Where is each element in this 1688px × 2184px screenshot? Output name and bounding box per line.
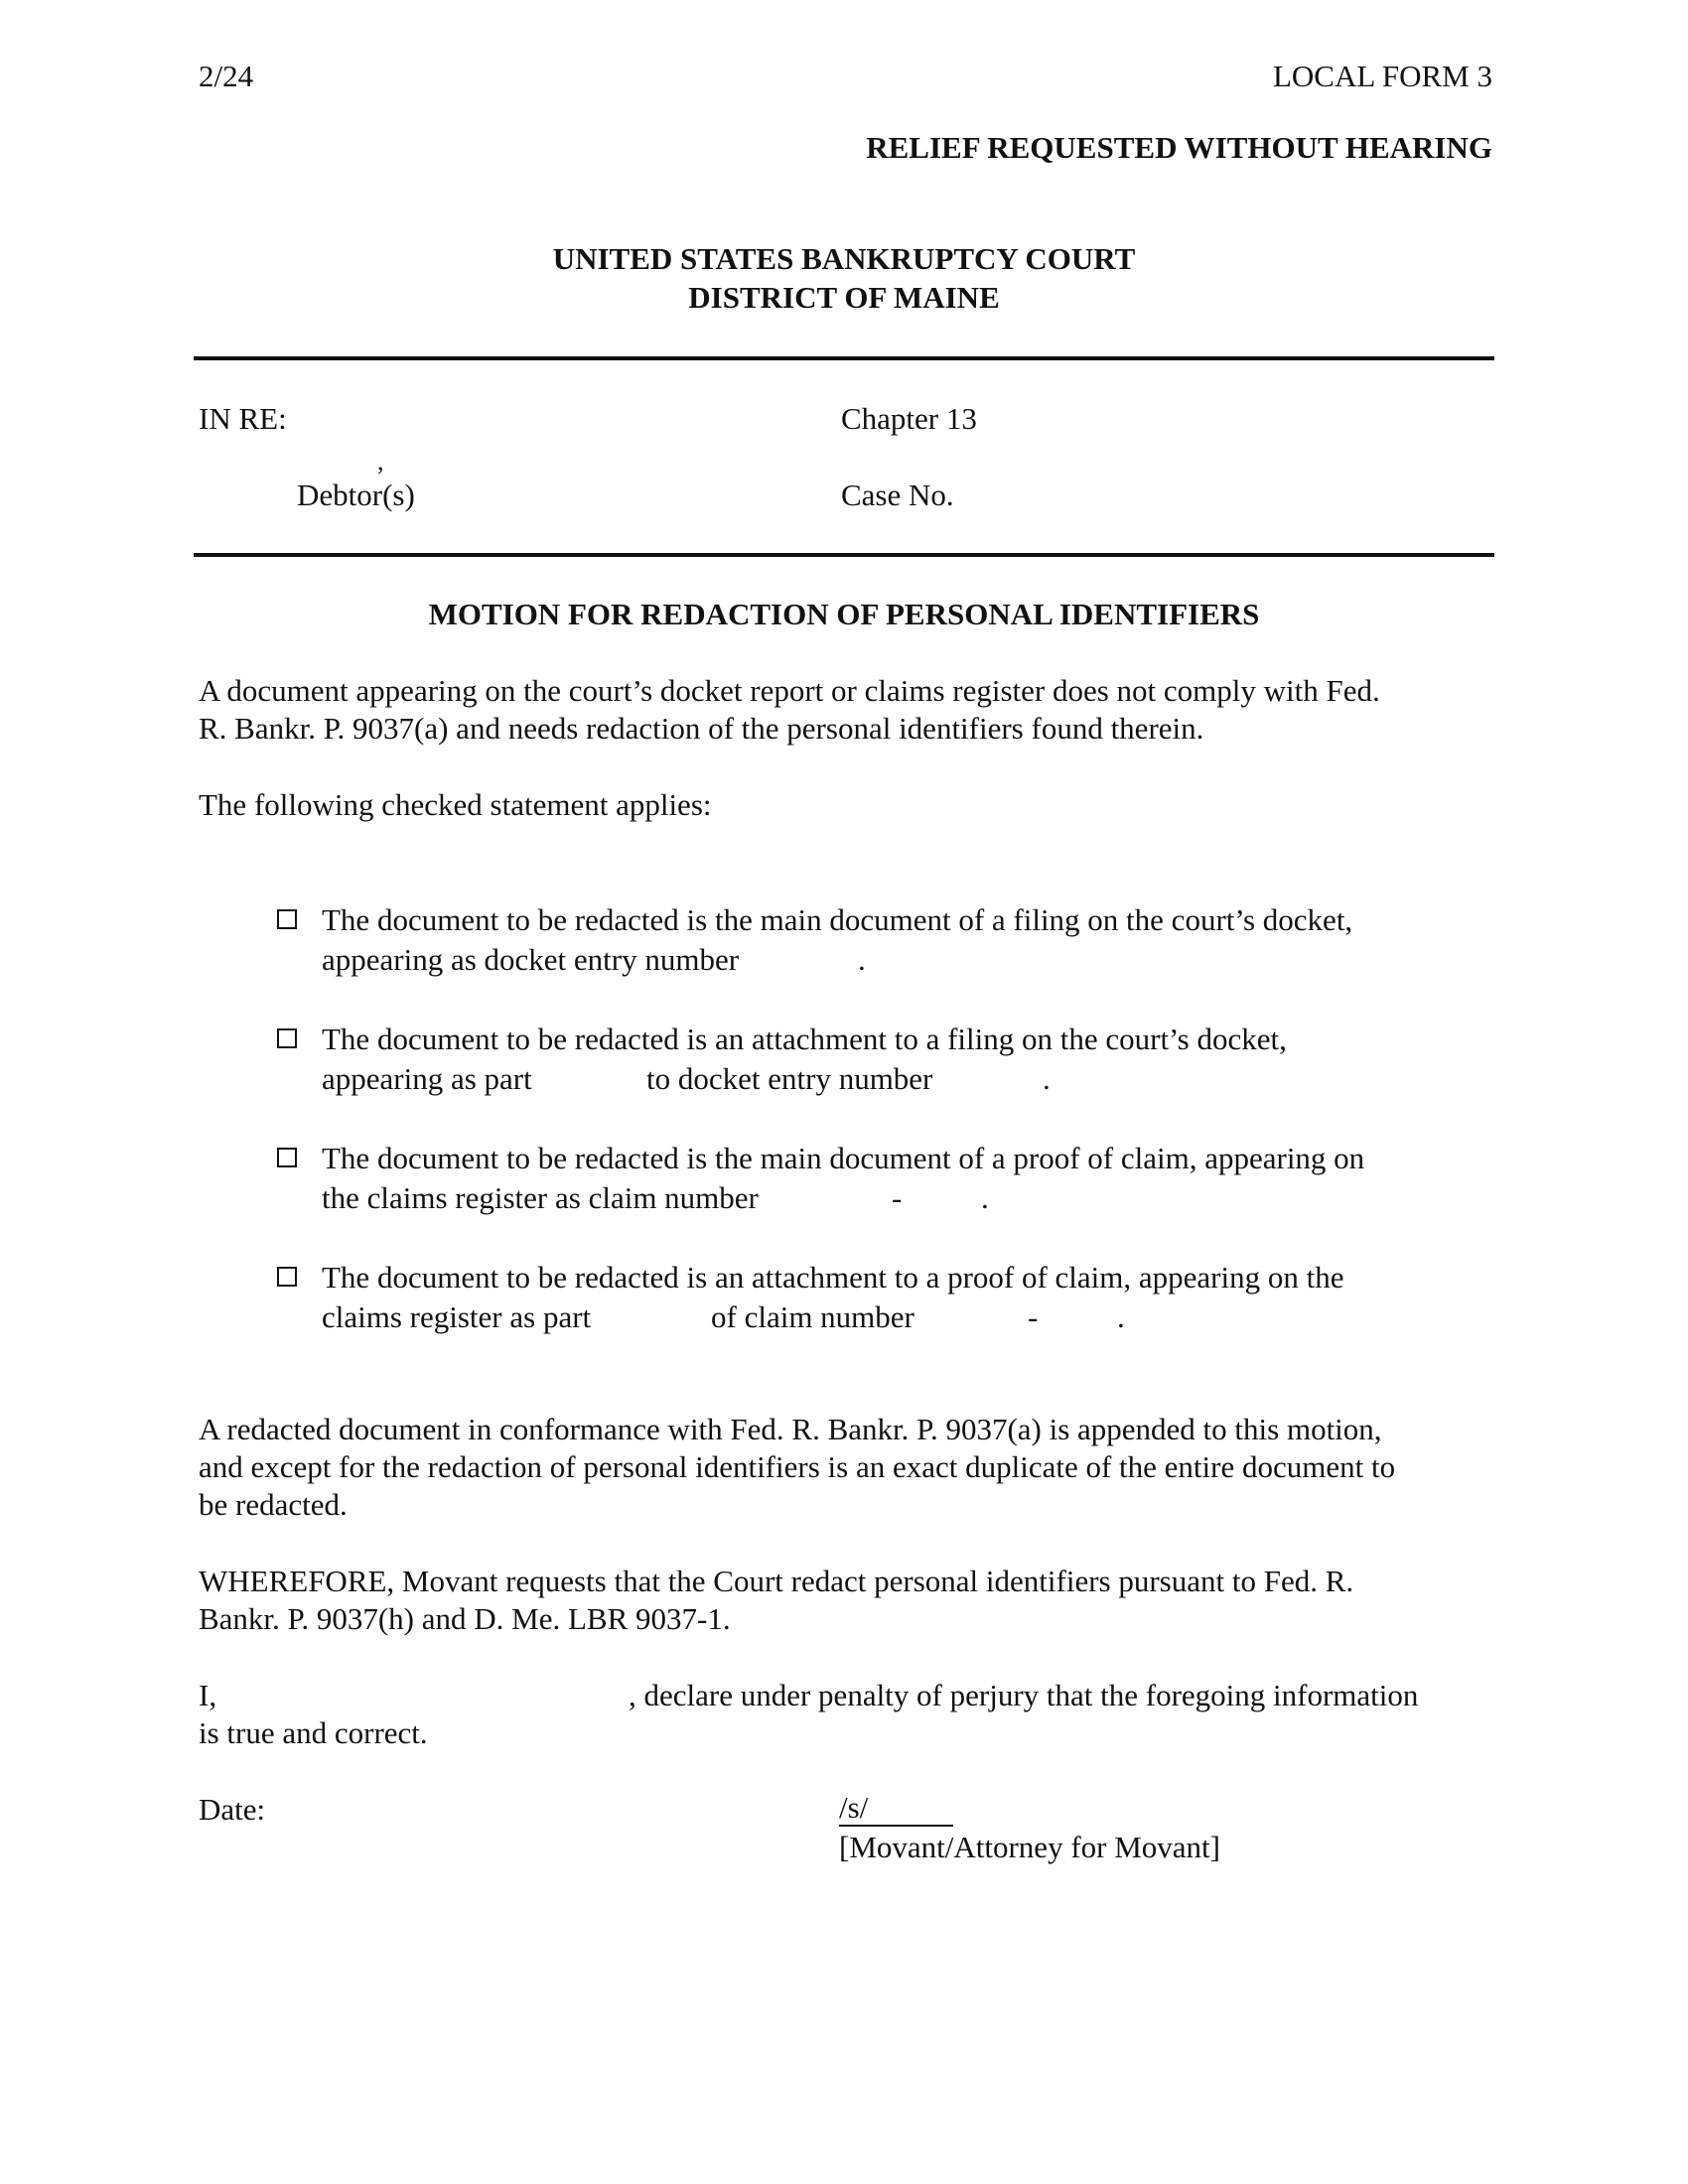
court-name: UNITED STATES BANKRUPTCY COURT bbox=[552, 241, 1136, 276]
statement-prompt: The following checked statement applies: bbox=[199, 787, 712, 822]
option-3-dash: - bbox=[892, 1180, 903, 1215]
relief-notice: RELIEF REQUESTED WITHOUT HEARING bbox=[866, 130, 1492, 165]
option-4-dash: - bbox=[1028, 1299, 1039, 1334]
option-1-line-1: The document to be redacted is the main document of a filing on the court’s docket, bbox=[322, 902, 1353, 937]
option-2-line-1: The document to be redacted is an attachment to a filing on the court’s docket, bbox=[322, 1022, 1287, 1056]
intro-line-1: A document appearing on the court’s docket report or claims register does not comply with Fed. bbox=[199, 673, 1380, 708]
case-no-label: Case No. bbox=[841, 478, 954, 512]
option-4-line-2: claims register as part bbox=[322, 1299, 592, 1334]
motion-title: MOTION FOR REDACTION OF PERSONAL IDENTIFIERS bbox=[428, 597, 1260, 631]
option-3-end: . bbox=[981, 1180, 989, 1215]
court-district: DISTRICT OF MAINE bbox=[688, 280, 1000, 315]
checkbox-docket-main[interactable] bbox=[277, 909, 297, 929]
checkbox-docket-attachment[interactable] bbox=[277, 1028, 297, 1048]
date-label: Date: bbox=[199, 1792, 266, 1827]
appended-line-2: and except for the redaction of personal identifiers is an exact duplicate of the entire document to bbox=[199, 1449, 1396, 1484]
option-2-end: . bbox=[1043, 1061, 1051, 1096]
option-2-mid: to docket entry number bbox=[646, 1061, 933, 1096]
option-4-line-1: The document to be redacted is an attachment to a proof of claim, appearing on the bbox=[322, 1260, 1344, 1295]
form-name: LOCAL FORM 3 bbox=[1272, 59, 1492, 93]
signature-line bbox=[839, 1791, 953, 1827]
declare-line-2: is true and correct. bbox=[199, 1715, 428, 1750]
declare-line-1: , declare under penalty of perjury that the foregoing information bbox=[629, 1678, 1419, 1712]
chapter-label: Chapter 13 bbox=[841, 401, 977, 436]
declare-prefix: I, bbox=[199, 1678, 217, 1712]
option-1-line-2: appearing as docket entry number bbox=[322, 942, 740, 977]
form-revision: 2/24 bbox=[199, 59, 254, 93]
in-re-label: IN RE: bbox=[199, 401, 287, 436]
option-4-mid: of claim number bbox=[711, 1299, 914, 1334]
option-2-line-2: appearing as part bbox=[322, 1061, 532, 1096]
checkbox-claim-main[interactable] bbox=[277, 1148, 297, 1167]
wherefore-line-2: Bankr. P. 9037(h) and D. Me. LBR 9037-1. bbox=[199, 1601, 731, 1636]
option-3-line-2: the claims register as claim number bbox=[322, 1180, 759, 1215]
option-4-end: . bbox=[1117, 1299, 1125, 1334]
signer-label: [Movant/Attorney for Movant] bbox=[839, 1830, 1220, 1864]
checkbox-claim-attachment[interactable] bbox=[277, 1267, 297, 1287]
debtor-label: Debtor(s) bbox=[297, 478, 415, 512]
caption-bottom-rule bbox=[194, 553, 1494, 557]
appended-line-1: A redacted document in conformance with Fed. R. Bankr. P. 9037(a) is appended to this motion, bbox=[199, 1412, 1382, 1446]
debtor-name-comma: , bbox=[377, 447, 384, 476]
caption-top-rule bbox=[194, 356, 1494, 360]
appended-line-3: be redacted. bbox=[199, 1487, 348, 1522]
signature-mark: /s/ bbox=[839, 1790, 869, 1825]
option-3-line-1: The document to be redacted is the main document of a proof of claim, appearing on bbox=[322, 1141, 1365, 1175]
intro-line-2: R. Bankr. P. 9037(a) and needs redaction of the personal identifiers found therein. bbox=[199, 711, 1204, 746]
wherefore-line-1: WHEREFORE, Movant requests that the Court redact personal identifiers pursuant to Fed. R. bbox=[199, 1564, 1354, 1598]
option-1-end: . bbox=[858, 942, 866, 977]
